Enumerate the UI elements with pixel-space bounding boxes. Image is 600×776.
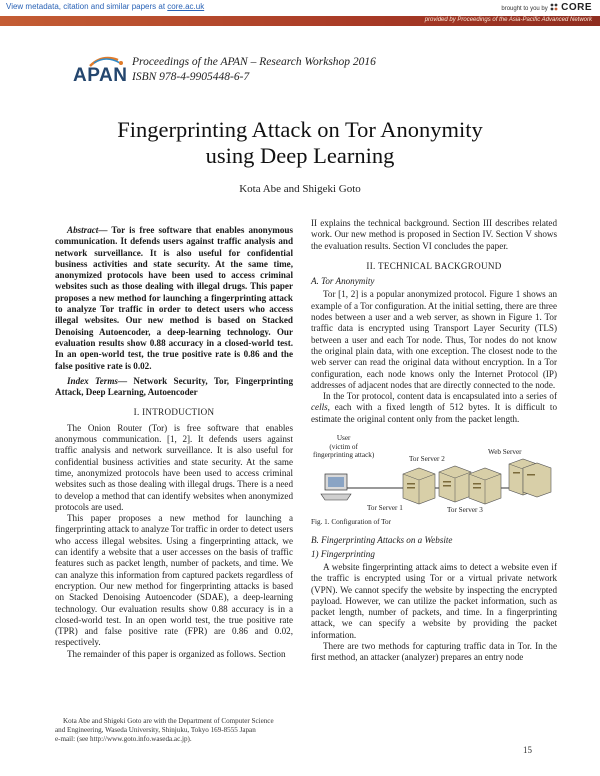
author-footnote bbox=[55, 717, 295, 744]
provider-text[interactable]: provided by Proceedings of the Asia-Pacific Advanced Network bbox=[424, 17, 592, 23]
intro-paragraph-3: The remainder of this paper is organized as follows. Section bbox=[67, 648, 286, 659]
intro-paragraph-1: The Onion Router (Tor) is free software that enables anonymous communication. [1, 2]. It defends users against traffic analysis and network surveillance. It is also useful for confidential business activities and state security. At the same time, anonymized protocols have been used to access criminal websites such as those dealing with illegal drugs. There is a need to develop a method that can identify websites when anonymized protocols are used. bbox=[55, 422, 293, 512]
subsection-tor-anonymity: A. Tor Anonymity bbox=[311, 276, 375, 287]
tor-p2-part-a: In the Tor protocol, content data is encapsulated into a series of bbox=[323, 391, 557, 402]
intro-paragraph-3-continued: II explains the technical background. Section III describes related work. Our new method is proposed in Section IV. Section V shows the evaluation results. Section VI concludes the paper. bbox=[311, 218, 557, 251]
abstract bbox=[55, 225, 293, 372]
core-brand[interactable] bbox=[501, 2, 592, 13]
figure-caption: Fig. 1. Configuration of Tor bbox=[311, 518, 392, 527]
tor-p2-cells: cells bbox=[311, 402, 328, 413]
subsubsection-fingerprinting: 1) Fingerprinting bbox=[311, 548, 375, 559]
title-line-1: Fingerprinting Attack on Tor Anonymity bbox=[117, 117, 483, 142]
user-label bbox=[313, 434, 374, 460]
fingerprinting-paragraph-2: There are two methods for capturing traffic data in Tor. In the first method, an attacker (analyzer) prepares an entry node bbox=[311, 641, 557, 663]
figure-tor-configuration bbox=[311, 434, 557, 514]
core-metadata-link[interactable] bbox=[6, 2, 204, 11]
tor-paragraph-1: Tor [1, 2] is a popular anonymized protocol. Figure 1 shows an example of a Tor configuration. At the initial setting, there are three nodes between a user and a web server, as shown in Figure 1. Tor traffic data is encrypted using Transport Layer Security (TLS) between a user and each Tor node. Thus, Tor nodes do not know the original plain data, with one exception. The closest node to the web server can read the original data without encryption. In a Tor configuration, each node knows only the Internet Protocol (IP) addresses of adjacent nodes that are directly connected to the node. bbox=[311, 289, 557, 390]
user-label-line-3: fingerprinting attack) bbox=[313, 451, 375, 460]
proceedings-info bbox=[132, 55, 376, 84]
tor-server-3-icon bbox=[469, 468, 501, 504]
left-column bbox=[55, 225, 293, 660]
core-link-text: View metadata, citation and similar papers at bbox=[6, 2, 168, 11]
abstract-label: Abstract bbox=[67, 225, 99, 235]
right-column bbox=[311, 218, 557, 664]
tor-server-2-label: Tor Server 2 bbox=[409, 455, 445, 464]
abstract-text: — Tor is free software that enables anonymous communication. It defends users against traffic analysis and network surveillance. It is also useful for confidential business activities and state security. At the same time, anonymized protocols have been used to access criminal websites such as those dealing with illegal drugs. This paper proposes a new method for launching a fingerprinting attack to analyze Tor traffic in order to detect users who access illegal websites. Our new method is based on Stacked Denoising Autoencoder, a deep-learning technology. Our evaluation results show 0.88 accuracy in a closed-world test. In an open-world test, the true positive rate is 0.86 and the false positive rate is 0.02. bbox=[55, 225, 293, 371]
tor-server-1-icon bbox=[403, 468, 435, 504]
user-label-line-1: User bbox=[336, 434, 351, 443]
core-logo-text: CORE bbox=[561, 2, 592, 13]
isbn-line: ISBN 978-4-9905448-6-7 bbox=[132, 70, 250, 83]
section-heading-introduction: I. INTRODUCTION bbox=[133, 407, 215, 418]
provider-bar bbox=[0, 16, 600, 26]
web-server-label: Web Server bbox=[488, 448, 522, 457]
page-number: 15 bbox=[523, 745, 532, 755]
tor-server-2-icon bbox=[439, 466, 471, 502]
fingerprinting-paragraph-1: A website fingerprinting attack aims to detect a website even if the traffic is encrypted using Tor or a virtual private network (VPN). We cannot specify the website by inspecting the encrypted payload. However, we can utilize the packet information, such as packet length, number of packets, and time. In a fingerprinting attack, we can specify a website by providing the packet information. bbox=[311, 561, 557, 640]
user-computer-icon bbox=[321, 474, 351, 500]
index-terms bbox=[55, 376, 293, 399]
core-link-domain: core.ac.uk bbox=[167, 2, 205, 11]
title-line-2: using Deep Learning bbox=[205, 143, 395, 168]
user-label-line-2: (victim of bbox=[329, 442, 358, 451]
tor-server-1-label: Tor Server 1 bbox=[367, 504, 403, 513]
core-logo-icon bbox=[549, 2, 559, 12]
section-heading-technical-background: II. TECHNICAL BACKGROUND bbox=[366, 260, 502, 271]
tor-server-3-label: Tor Server 3 bbox=[447, 506, 483, 515]
index-terms-label: Index Terms bbox=[67, 375, 118, 386]
proceedings-line: Proceedings of the APAN – Research Workshop 2016 bbox=[132, 56, 376, 68]
authors: Kota Abe and Shigeki Goto bbox=[239, 183, 361, 195]
intro-paragraph-2: This paper proposes a new method for launching a fingerprinting attack to analyze Tor traffic in order to detect users who access illegal websites. Using a fingerprinting attack, we can identify a website that a user accesses on the basis of traffic features such as packet length, number of packets, and time. We can analyze this information from captured packets regardless of encryption. Our new method for fingerprinting attacks is based on Stacked Denoising Autoencoder (SDAE), a deep-learning technology. Our evaluation results show 0.88 accuracy is in a closed-world test. In an open world test, the true positive rate (TPR) and false positive rate (FPR) are 0.86 and 0.02, respectively. bbox=[55, 513, 293, 648]
footnote-line-1: Kota Abe and Shigeki Goto are with the Department of Computer Science bbox=[63, 717, 274, 725]
index-terms-text: — Network Security, Tor, Fingerprinting Attack, Deep Learning, Autoencoder bbox=[55, 375, 293, 398]
footnote-line-3: e-mail: (see http://www.goto.info.waseda.ac.jp). bbox=[55, 735, 192, 743]
web-server-icon bbox=[509, 459, 551, 497]
tor-paragraph-2 bbox=[311, 391, 557, 425]
tor-p2-part-b: , each with a fixed length of 512 bytes. It is difficult to estimate the original content only from the packet length. bbox=[311, 402, 557, 424]
apan-logo-text: APAN bbox=[73, 65, 128, 86]
footnote-line-2: and Engineering, Waseda University, Shinjuku, Tokyo 169-8555 Japan bbox=[55, 726, 256, 734]
core-header-bar bbox=[0, 0, 600, 16]
subsection-fingerprinting-attacks: B. Fingerprinting Attacks on a Website bbox=[311, 535, 453, 546]
brought-by-text: brought to you by bbox=[501, 6, 550, 12]
paper-title bbox=[0, 117, 600, 169]
